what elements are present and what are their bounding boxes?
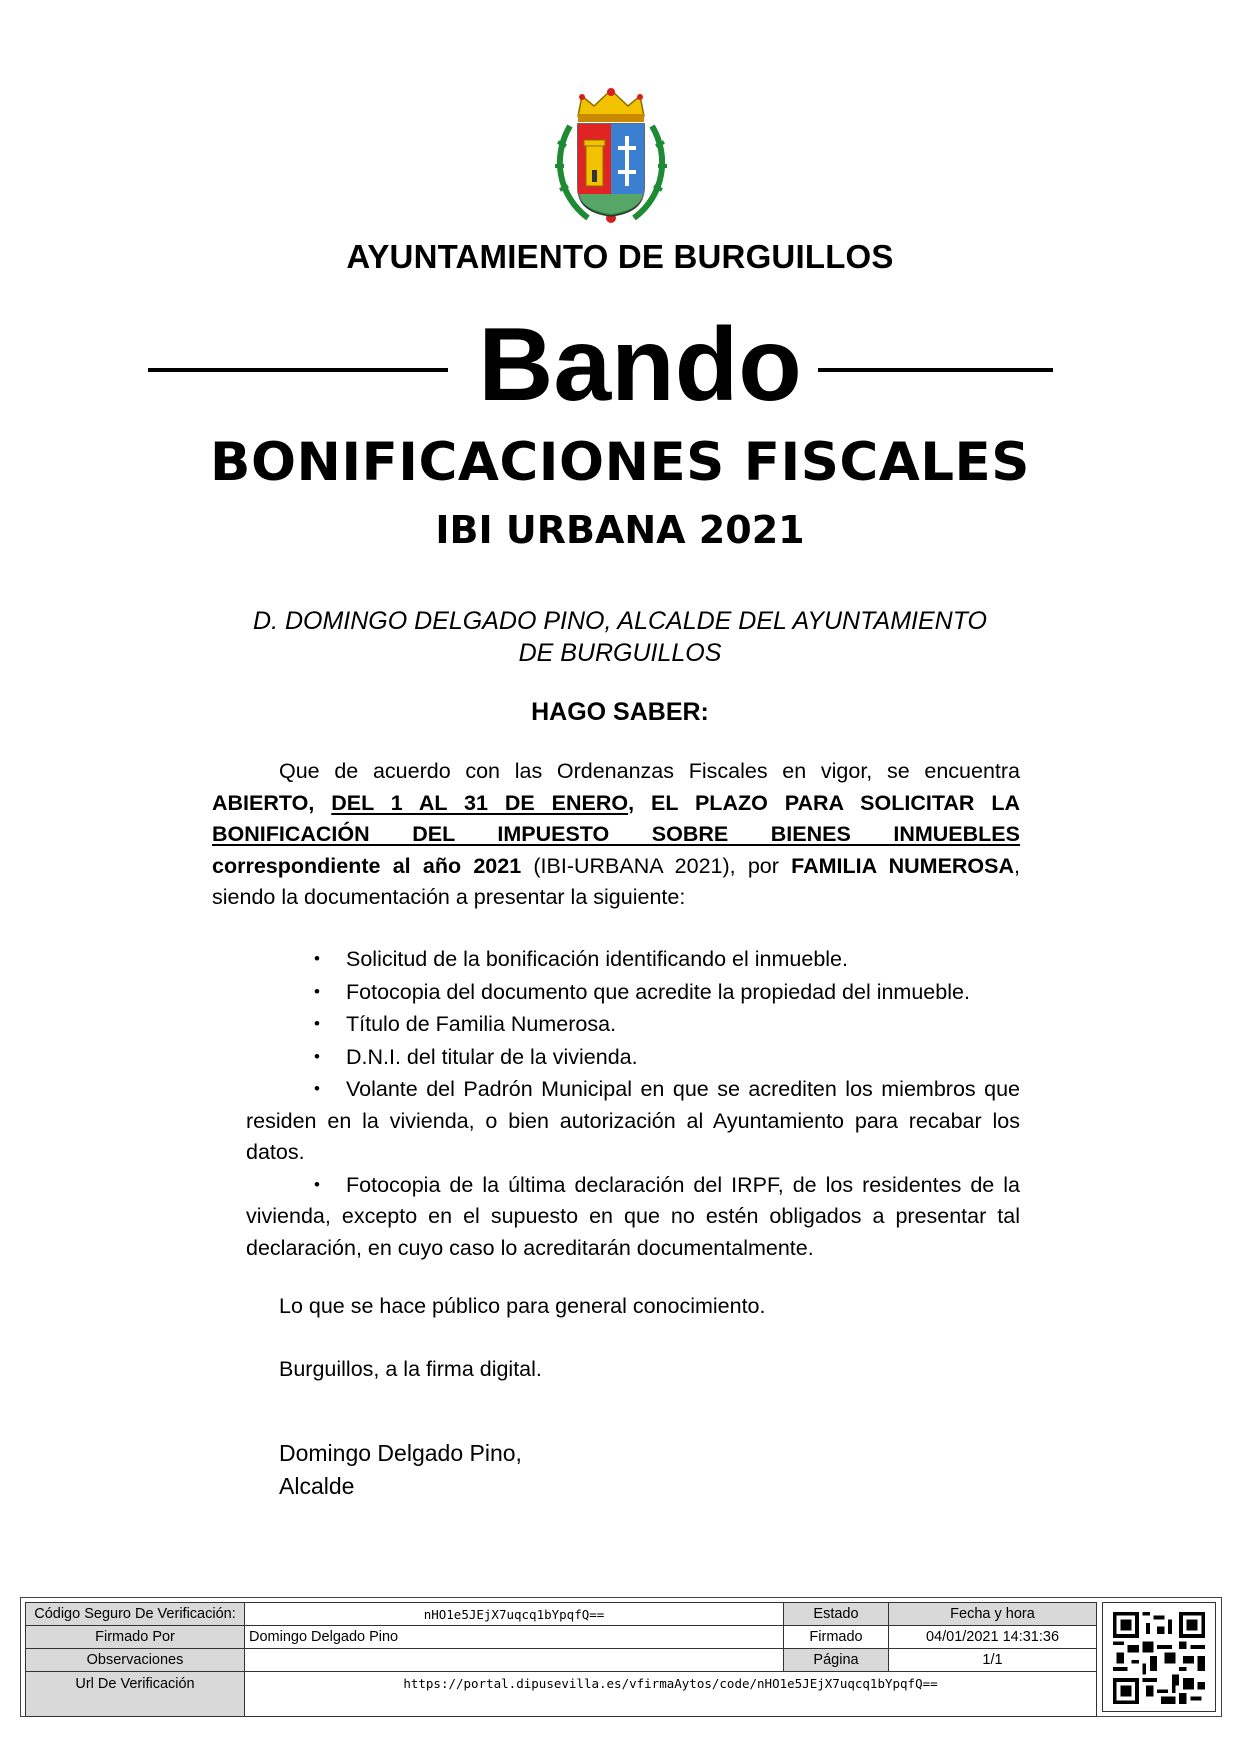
table-row <box>26 1603 1097 1626</box>
mayor-heading <box>200 605 1040 669</box>
list-item <box>246 1169 1020 1265</box>
required-documents-list <box>246 943 1020 1264</box>
list-item-text: Fotocopia del documento que acredite la propiedad del inmueble. <box>346 979 970 1004</box>
estado-label: Estado <box>784 1603 889 1626</box>
table-row <box>26 1672 1097 1717</box>
estado-value: Firmado <box>784 1626 889 1649</box>
document-title: BONIFICACIONES FISCALES <box>210 432 1030 493</box>
list-item-text: Volante del Padrón Municipal en que se acrediten los miembros que residen en la vivienda, o bien autorización al Ayuntamiento para recabar los datos. <box>246 1077 1020 1164</box>
table-row <box>26 1649 1097 1672</box>
bullet-icon: • <box>314 1046 320 1066</box>
fecha-value: 04/01/2021 14:31:36 <box>889 1626 1097 1649</box>
fecha-label: Fecha y hora <box>889 1603 1097 1626</box>
pagina-value: 1/1 <box>889 1649 1097 1672</box>
intro-bonificacion: BONIFICACIÓN DEL IMPUESTO SOBRE BIENES INMUEBLES <box>212 822 1020 846</box>
list-item <box>246 1008 1020 1041</box>
bullet-icon: • <box>314 981 320 1001</box>
list-item <box>246 943 1020 976</box>
mayor-heading-line2: DE BURGUILLOS <box>518 639 722 667</box>
place-date: Burguillos, a la firma digital. <box>279 1357 542 1381</box>
mayor-heading-line1: D. DOMINGO DELGADO PINO, ALCALDE DEL AYUNTAMIENTO <box>253 607 987 635</box>
organization-name: AYUNTAMIENTO DE BURGUILLOS <box>346 238 894 275</box>
bullet-icon: • <box>314 949 320 968</box>
list-item <box>246 1073 1020 1169</box>
municipal-coat-of-arms-icon <box>548 86 674 226</box>
intro-abierto: ABIERTO, <box>212 790 315 815</box>
intro-plazo: , EL PLAZO PARA SOLICITAR LA <box>628 790 1020 815</box>
intro-year: correspondiente al año 2021 <box>212 853 522 878</box>
title-rule-right <box>818 368 1053 372</box>
table-row <box>26 1626 1097 1649</box>
intro-paragraph <box>212 756 1020 914</box>
hago-saber-heading: HAGO SABER: <box>531 698 709 726</box>
observaciones-label: Observaciones <box>26 1649 245 1672</box>
list-item-text: Fotocopia de la última declaración del IRPF, de los residentes de la vivienda, excepto en el supuesto en que no estén obligados a presentar tal declaración, en cuyo caso lo acreditarán documentalmente. <box>246 1172 1020 1260</box>
bullet-icon: • <box>314 1079 320 1098</box>
intro-ibi: (IBI-URBANA 2021), por <box>521 853 792 878</box>
closing-statement: Lo que se hace público para general conocimiento. <box>279 1294 766 1318</box>
list-item <box>246 1041 1020 1074</box>
observaciones-value <box>245 1649 784 1672</box>
signer-name: Domingo Delgado Pino, <box>279 1440 522 1466</box>
firmado-por-label: Firmado Por <box>26 1626 245 1649</box>
title-rule-left <box>148 368 448 372</box>
list-item <box>246 976 1020 1009</box>
firmado-por-value: Domingo Delgado Pino <box>245 1626 784 1649</box>
intro-line-1: Que de acuerdo con las Ordenanzas Fiscales en vigor, se encuentra <box>279 759 1020 783</box>
intro-familia: FAMILIA NUMEROSA <box>791 853 1015 878</box>
verification-table <box>25 1602 1097 1717</box>
intro-comma: , <box>1014 853 1021 878</box>
intro-line-3 <box>212 819 1020 851</box>
signer-role: Alcalde <box>279 1473 355 1499</box>
list-item-text: D.N.I. del titular de la vivienda. <box>346 1044 638 1069</box>
verification-footer <box>20 1597 1222 1717</box>
url-label: Url De Verificación <box>26 1672 245 1717</box>
intro-line-5: siendo la documentación a presentar la siguiente: <box>212 885 686 909</box>
pagina-label: Página <box>784 1649 889 1672</box>
document-type: Bando <box>478 307 802 423</box>
intro-dates: DEL 1 AL 31 DE ENERO <box>331 790 629 815</box>
qr-code-icon <box>1113 1612 1205 1704</box>
bullet-icon: • <box>314 1174 320 1194</box>
list-item-text: Título de Familia Numerosa. <box>346 1012 617 1036</box>
list-item-text: Solicitud de la bonificación identificando el inmueble. <box>346 947 848 971</box>
bullet-icon: • <box>314 1014 320 1033</box>
intro-line-2 <box>212 788 1020 820</box>
csv-label: Código Seguro De Verificación: <box>26 1603 245 1626</box>
url-value[interactable]: https://portal.dipusevilla.es/vfirmaAytos/code/nHO1e5JEjX7uqcq1bYpqfQ== <box>245 1672 1097 1717</box>
intro-line-4 <box>212 851 1020 883</box>
qr-code-frame <box>1102 1602 1216 1712</box>
document-subtitle: IBI URBANA 2021 <box>435 508 805 552</box>
signature-block <box>279 1437 522 1503</box>
csv-value: nHO1e5JEjX7uqcq1bYpqfQ== <box>245 1603 784 1626</box>
